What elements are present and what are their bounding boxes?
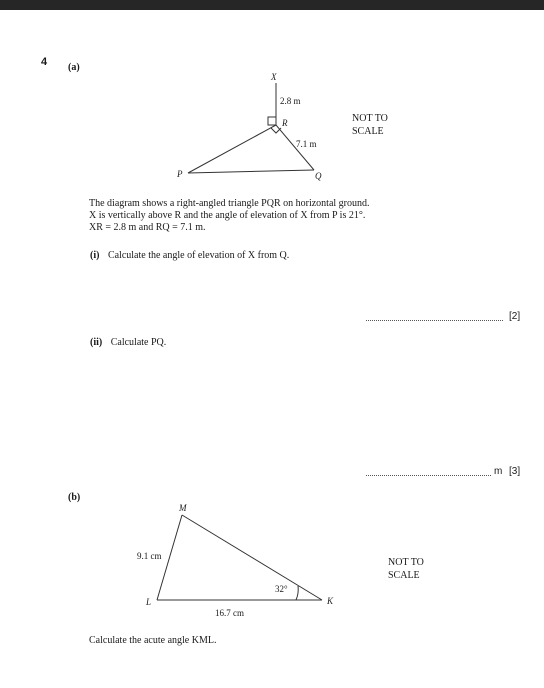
unit-ii: m xyxy=(494,466,503,477)
diagram-b xyxy=(0,490,544,630)
part-a-description xyxy=(89,198,370,234)
not-to-scale-b-line1: NOT TO xyxy=(388,557,424,568)
sub-i xyxy=(90,250,289,261)
not-to-scale-b xyxy=(388,556,424,582)
label-p: P xyxy=(177,169,183,179)
not-to-scale-a-line1: NOT TO xyxy=(352,113,388,124)
segment-pq xyxy=(188,170,314,173)
length-rq: 7.1 m xyxy=(296,139,317,149)
length-lm: 9.1 cm xyxy=(137,551,162,561)
segment-rp xyxy=(188,125,276,173)
angle-k: 32° xyxy=(275,584,288,594)
not-to-scale-b-line2: SCALE xyxy=(388,570,420,581)
segment-mk xyxy=(182,515,322,600)
right-angle-marker-x xyxy=(268,117,276,125)
label-q: Q xyxy=(315,171,322,181)
label-x: X xyxy=(271,72,277,82)
marks-ii: [3] xyxy=(509,466,521,477)
label-r: R xyxy=(282,118,288,128)
label-k: K xyxy=(327,596,334,606)
sub-i-label: (i) xyxy=(90,250,100,261)
answer-line-i[interactable] xyxy=(366,311,503,321)
diagram-a xyxy=(0,0,544,200)
sub-i-text: Calculate the angle of elevation of X from Q. xyxy=(107,250,290,261)
sub-ii-label: (ii) xyxy=(90,337,103,348)
not-to-scale-a xyxy=(352,112,388,138)
length-lk: 16.7 cm xyxy=(215,608,244,618)
part-a-label: (a) xyxy=(68,62,80,73)
sub-ii-text: Calculate PQ. xyxy=(110,337,167,348)
answer-line-ii[interactable] xyxy=(366,466,491,476)
label-l: L xyxy=(146,597,152,607)
description-line-1: The diagram shows a right-angled triangle PQR on horizontal ground. xyxy=(89,198,370,209)
marks-i: [2] xyxy=(509,311,521,322)
sub-ii xyxy=(90,337,166,348)
description-line-2: X is vertically above R and the angle of elevation of X from P is 21°. xyxy=(89,210,366,221)
description-line-3: XR = 2.8 m and RQ = 7.1 m. xyxy=(89,222,206,233)
length-xr: 2.8 m xyxy=(280,96,301,106)
angle-arc-k xyxy=(296,586,298,600)
question-number: 4 xyxy=(41,56,48,68)
part-b-question: Calculate the acute angle KML. xyxy=(89,635,217,646)
label-m: M xyxy=(179,503,187,513)
not-to-scale-a-line2: SCALE xyxy=(352,126,384,137)
part-b-label: (b) xyxy=(68,492,81,503)
